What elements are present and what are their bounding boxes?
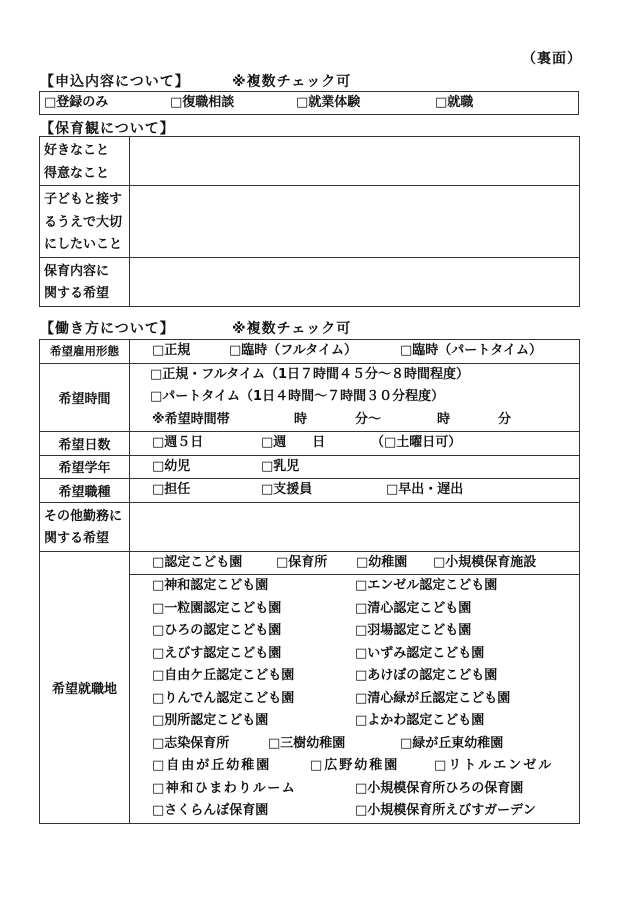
option-return-consult[interactable]: □復職相談 (170, 95, 235, 110)
application-note: ※複数チェック可 (232, 74, 352, 90)
grade-options-cell (130, 455, 580, 479)
work-heading (40, 318, 352, 338)
facility-row (130, 778, 579, 801)
label-line: にしたいこと (44, 237, 123, 252)
location-type-small[interactable]: □小規模保育施設 (433, 554, 537, 570)
facility-row (130, 688, 579, 711)
facility-option[interactable]: □小規模保育所えびすガーデン (355, 803, 536, 818)
days-option-custom[interactable]: □週 日 (261, 435, 326, 450)
application-table (39, 91, 579, 115)
childcare-input-values[interactable] (130, 186, 580, 258)
option-work-experience[interactable]: □就業体験 (296, 95, 361, 110)
other-input[interactable] (130, 502, 580, 551)
days-option-five[interactable]: □週５日 (152, 435, 204, 450)
grade-option-preschool[interactable]: □幼児 (152, 458, 191, 474)
location-types-cell (130, 551, 580, 575)
facility-row (130, 598, 579, 621)
hours-slot-start-minute[interactable]: 分～ (355, 411, 382, 427)
label-line: 関する希望 (44, 286, 110, 301)
role-label: 希望職種 (40, 479, 130, 503)
facility-option[interactable]: □清心認定こども園 (355, 600, 472, 616)
facility-option[interactable]: □さくらんぼ保育園 (152, 803, 269, 818)
facility-option[interactable]: □神和認定こども園 (152, 578, 269, 593)
location-type-certified[interactable]: □認定こども園 (152, 554, 243, 570)
facility-option[interactable]: □別所認定こども園 (152, 713, 269, 728)
work-table (39, 339, 580, 824)
label-line: るうえで大切 (44, 214, 123, 230)
label-line: 関する希望 (44, 531, 110, 546)
hours-slot-end-minute[interactable]: 分 (498, 411, 512, 427)
employment-option-temp-part[interactable]: □臨時（パートタイム） (400, 343, 543, 358)
hours-cell (130, 363, 580, 432)
facility-option[interactable]: □自由が丘幼稚園 (152, 758, 272, 773)
childcare-heading: 【保育観について】 (40, 121, 175, 137)
grade-option-infant[interactable]: □乳児 (261, 458, 300, 474)
label-line: その他勤務に (44, 508, 123, 524)
work-heading-text: 【働き方について】 (40, 321, 175, 337)
facility-option[interactable]: □ひろの認定こども園 (152, 623, 282, 638)
childcare-table (39, 136, 580, 307)
hours-slot-end-hour[interactable]: 時 (437, 411, 451, 427)
hours-slot-label: ※希望時間帯 (152, 411, 230, 427)
application-heading (40, 71, 352, 91)
facility-option[interactable]: □羽場認定こども園 (355, 623, 472, 638)
facility-option[interactable]: □りんでん認定こども園 (152, 690, 295, 706)
application-options-cell (40, 92, 579, 115)
childcare-label-strengths (40, 137, 130, 186)
childcare-label-content (40, 257, 130, 306)
childcare-label-values (40, 186, 130, 258)
facility-option[interactable]: □三樹幼稚園 (268, 735, 346, 751)
other-label (40, 502, 130, 551)
facility-option[interactable]: □いずみ認定こども園 (355, 645, 485, 661)
facility-option[interactable]: □あけぼの認定こども園 (355, 668, 498, 683)
facility-row (130, 665, 579, 688)
employment-option-regular[interactable]: □正規 (152, 343, 191, 358)
option-register-only[interactable]: □登録のみ (44, 95, 109, 110)
hours-slot-start-hour[interactable]: 時 (294, 411, 308, 427)
facility-option[interactable]: □自由ケ丘認定こども園 (152, 668, 295, 683)
role-option-homeroom[interactable]: □担任 (152, 482, 191, 497)
facility-option[interactable]: □小規模保育所ひろの保育園 (355, 780, 524, 796)
location-label: 希望就職地 (40, 551, 130, 823)
hours-parttime-option[interactable]: □パートタイム（1日４時間～７時間３０分程度） (150, 389, 445, 404)
facility-option[interactable]: □広野幼稚園 (310, 758, 400, 773)
employment-label: 希望雇用形態 (40, 340, 130, 364)
facility-option[interactable]: □えびす認定こども園 (152, 645, 282, 661)
location-type-kindergarten[interactable]: □幼稚園 (356, 554, 408, 570)
application-heading-text: 【申込内容について】 (40, 74, 190, 90)
facility-row (130, 643, 579, 666)
facility-option[interactable]: □緑が丘東幼稚園 (400, 735, 504, 751)
label-line: 子どもと接す (44, 192, 123, 207)
employment-option-temp-full[interactable]: □臨時（フルタイム） (229, 343, 357, 358)
hours-fulltime-option[interactable]: □正規・フルタイム（1日７時間４５分～８時間程度） (150, 366, 470, 382)
page-side-label: （裏面） (522, 51, 582, 67)
location-facilities-cell (130, 575, 580, 824)
days-option-saturday[interactable]: （□土曜日可） (371, 435, 462, 450)
label-line: 保育内容に (44, 263, 110, 279)
facility-option[interactable]: □一粒園認定こども園 (152, 600, 282, 616)
facility-option[interactable]: □よかわ認定こども園 (355, 713, 485, 728)
facility-row (130, 755, 579, 778)
employment-options-cell (130, 340, 580, 364)
location-type-nursery[interactable]: □保育所 (276, 554, 328, 570)
facility-option[interactable]: □リトルエンゼル (434, 758, 554, 773)
label-line: 得意なこと (44, 165, 110, 181)
days-options-cell (130, 432, 580, 456)
facility-row (130, 800, 579, 823)
role-option-shift[interactable]: □早出・遅出 (386, 482, 464, 497)
role-option-support[interactable]: □支援員 (261, 482, 313, 497)
facility-row (130, 733, 579, 756)
facility-option[interactable]: □清心緑が丘認定こども園 (355, 690, 511, 706)
facility-row (130, 710, 579, 733)
work-note: ※複数チェック可 (232, 321, 352, 337)
hours-label: 希望時間 (40, 363, 130, 432)
label-line: 好きなこと (44, 143, 110, 158)
role-options-cell (130, 479, 580, 503)
childcare-input-content[interactable] (130, 257, 580, 306)
facility-row (130, 575, 579, 598)
facility-option[interactable]: □志染保育所 (152, 735, 230, 751)
hours-slot-row (130, 409, 579, 432)
facility-option[interactable]: □エンゼル認定こども園 (355, 578, 498, 593)
days-label: 希望日数 (40, 432, 130, 456)
facility-row (130, 620, 579, 643)
grade-label: 希望学年 (40, 455, 130, 479)
childcare-input-strengths[interactable] (130, 137, 580, 186)
option-employment[interactable]: □就職 (435, 95, 474, 110)
facility-option[interactable]: □神和ひまわりルーム (152, 780, 297, 796)
